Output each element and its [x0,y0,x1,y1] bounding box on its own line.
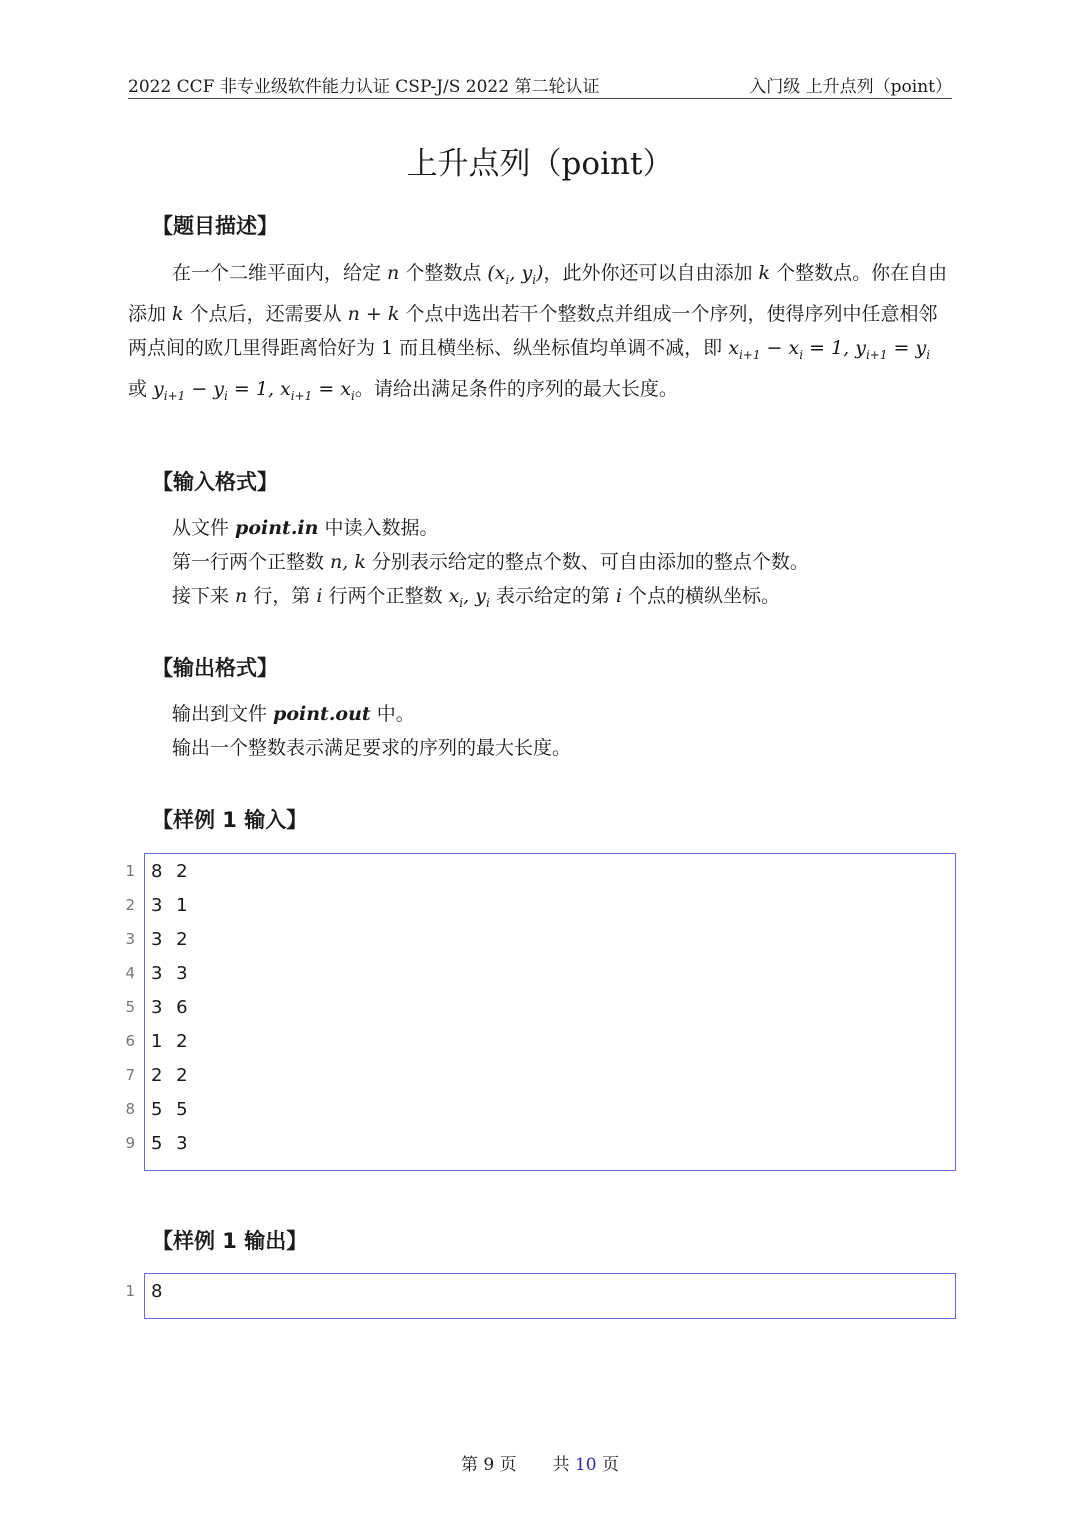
desc-text: 在一个二维平面内，给定 [172,262,388,284]
output-text: 中。 [370,703,415,725]
desc-text: 个点后，还需要从 [183,302,348,325]
section-sample-input-heading: 【样例 1 输入】 [152,808,308,832]
input-text: 行两个正整数 [322,585,449,607]
code-text: 1 2 [151,1031,192,1052]
page-header [128,72,952,99]
code-line [125,956,955,990]
section-input-heading: 【输入格式】 [152,470,278,494]
code-line [125,1092,955,1126]
problem-title [0,138,1080,183]
input-text: 行，第 [247,585,317,607]
code-text: 5 3 [151,1133,192,1154]
output-line-1 [172,698,415,730]
sample-input-box [125,853,956,1171]
code-line [125,1274,955,1308]
code-text: 3 2 [151,929,192,950]
desc-text: 你在自由添加 [128,262,948,325]
math-i: i [615,585,622,607]
desc-text: 个点中选出若干个整数点并组成一个序列，使得序列中任意相邻两点间的欧几里得距离恰好为 1 而且横坐标、纵坐标值均单调不减，即 [128,302,938,359]
math-xi-yi: $x_i$, $y_i$ [448,585,490,610]
code-text: 3 1 [151,895,192,916]
input-line-2 [172,546,809,578]
problem-title-latin: （point） [530,146,674,182]
code-text: 3 3 [151,963,192,984]
output-filename: point.out [273,703,371,725]
math-n: n [235,585,248,607]
math-condition-1: $x_{i+1} - x_i = 1$, $y_{i+1} = y_i$ [728,336,931,362]
code-text: 2 2 [151,1065,192,1086]
math-condition-2: $y_{i+1} - y_i = 1$, $x_{i+1} = x_i$ [153,377,355,403]
line-number: 4 [125,964,135,982]
input-text: 第一行两个正整数 [172,551,331,573]
math-k: k [172,302,184,325]
code-line [125,1126,955,1160]
line-number: 7 [125,1066,135,1084]
code-text: 8 [151,1281,167,1302]
input-text: 中读入数据。 [318,517,439,539]
input-text: 个点的横纵坐标。 [621,585,781,607]
line-number: 9 [125,1134,135,1152]
code-line [125,1058,955,1092]
header-contest-title: 2022 CCF 非专业级软件能力认证 CSP-J/S 2022 第二轮认证 [128,77,600,97]
math-n-k: n, k [330,551,366,573]
footer-total-suffix: 页 [596,1455,620,1475]
header-problem-title: 入门级 上升点列（point） [749,77,952,97]
output-line-2: 输出一个整数表示满足要求的序列的最大长度。 [172,737,572,759]
code-line [125,1024,955,1058]
line-number: 1 [125,1282,135,1300]
code-line [125,888,955,922]
line-number: 6 [125,1032,135,1050]
math-n: n [387,262,400,284]
code-text: 3 6 [151,997,192,1018]
section-output-heading: 【输出格式】 [152,656,278,680]
input-text: 表示给定的第 [489,585,616,607]
desc-text: 或 [128,377,154,400]
input-line-1 [172,512,439,544]
section-sample-output-heading: 【样例 1 输出】 [152,1229,308,1253]
page-footer [0,1450,1080,1475]
code-text: 8 2 [151,861,192,882]
desc-text: 个整数点 [399,262,488,284]
footer-page-number: 第 9 页 [460,1455,517,1475]
input-text: 接下来 [172,585,236,607]
input-text: 从文件 [172,517,236,539]
input-text: 分别表示给定的整点个数、可自由添加的整点个数。 [365,551,809,573]
line-number: 5 [125,998,135,1016]
problem-title-cn: 上升点列 [406,146,531,182]
footer-total-prefix: 共 [552,1455,575,1475]
section-description-heading: 【题目描述】 [152,214,278,238]
output-text: 输出到文件 [172,703,274,725]
desc-text: 个整数点。 [770,262,872,284]
footer-total-pages-link[interactable]: 10 [574,1455,597,1475]
desc-text: ，此外你还可以自由添加 [543,262,759,284]
math-point: ($x_i$, $y_i$) [487,262,544,287]
math-k: k [758,262,771,284]
line-number: 1 [125,862,135,880]
sample-output-box [125,1273,956,1319]
code-line [125,922,955,956]
line-number: 8 [125,1100,135,1118]
line-number: 3 [125,930,135,948]
code-line [125,854,955,888]
math-i: i [316,585,323,607]
input-line-3 [172,580,780,619]
code-line [125,990,955,1024]
input-filename: point.in [235,517,319,539]
code-text: 5 5 [151,1099,192,1120]
math-n-plus-k: n + k [347,302,400,325]
description-paragraph [128,256,952,412]
desc-text: 。请给出满足条件的序列的最大长度。 [354,377,678,400]
line-number: 2 [125,896,135,914]
